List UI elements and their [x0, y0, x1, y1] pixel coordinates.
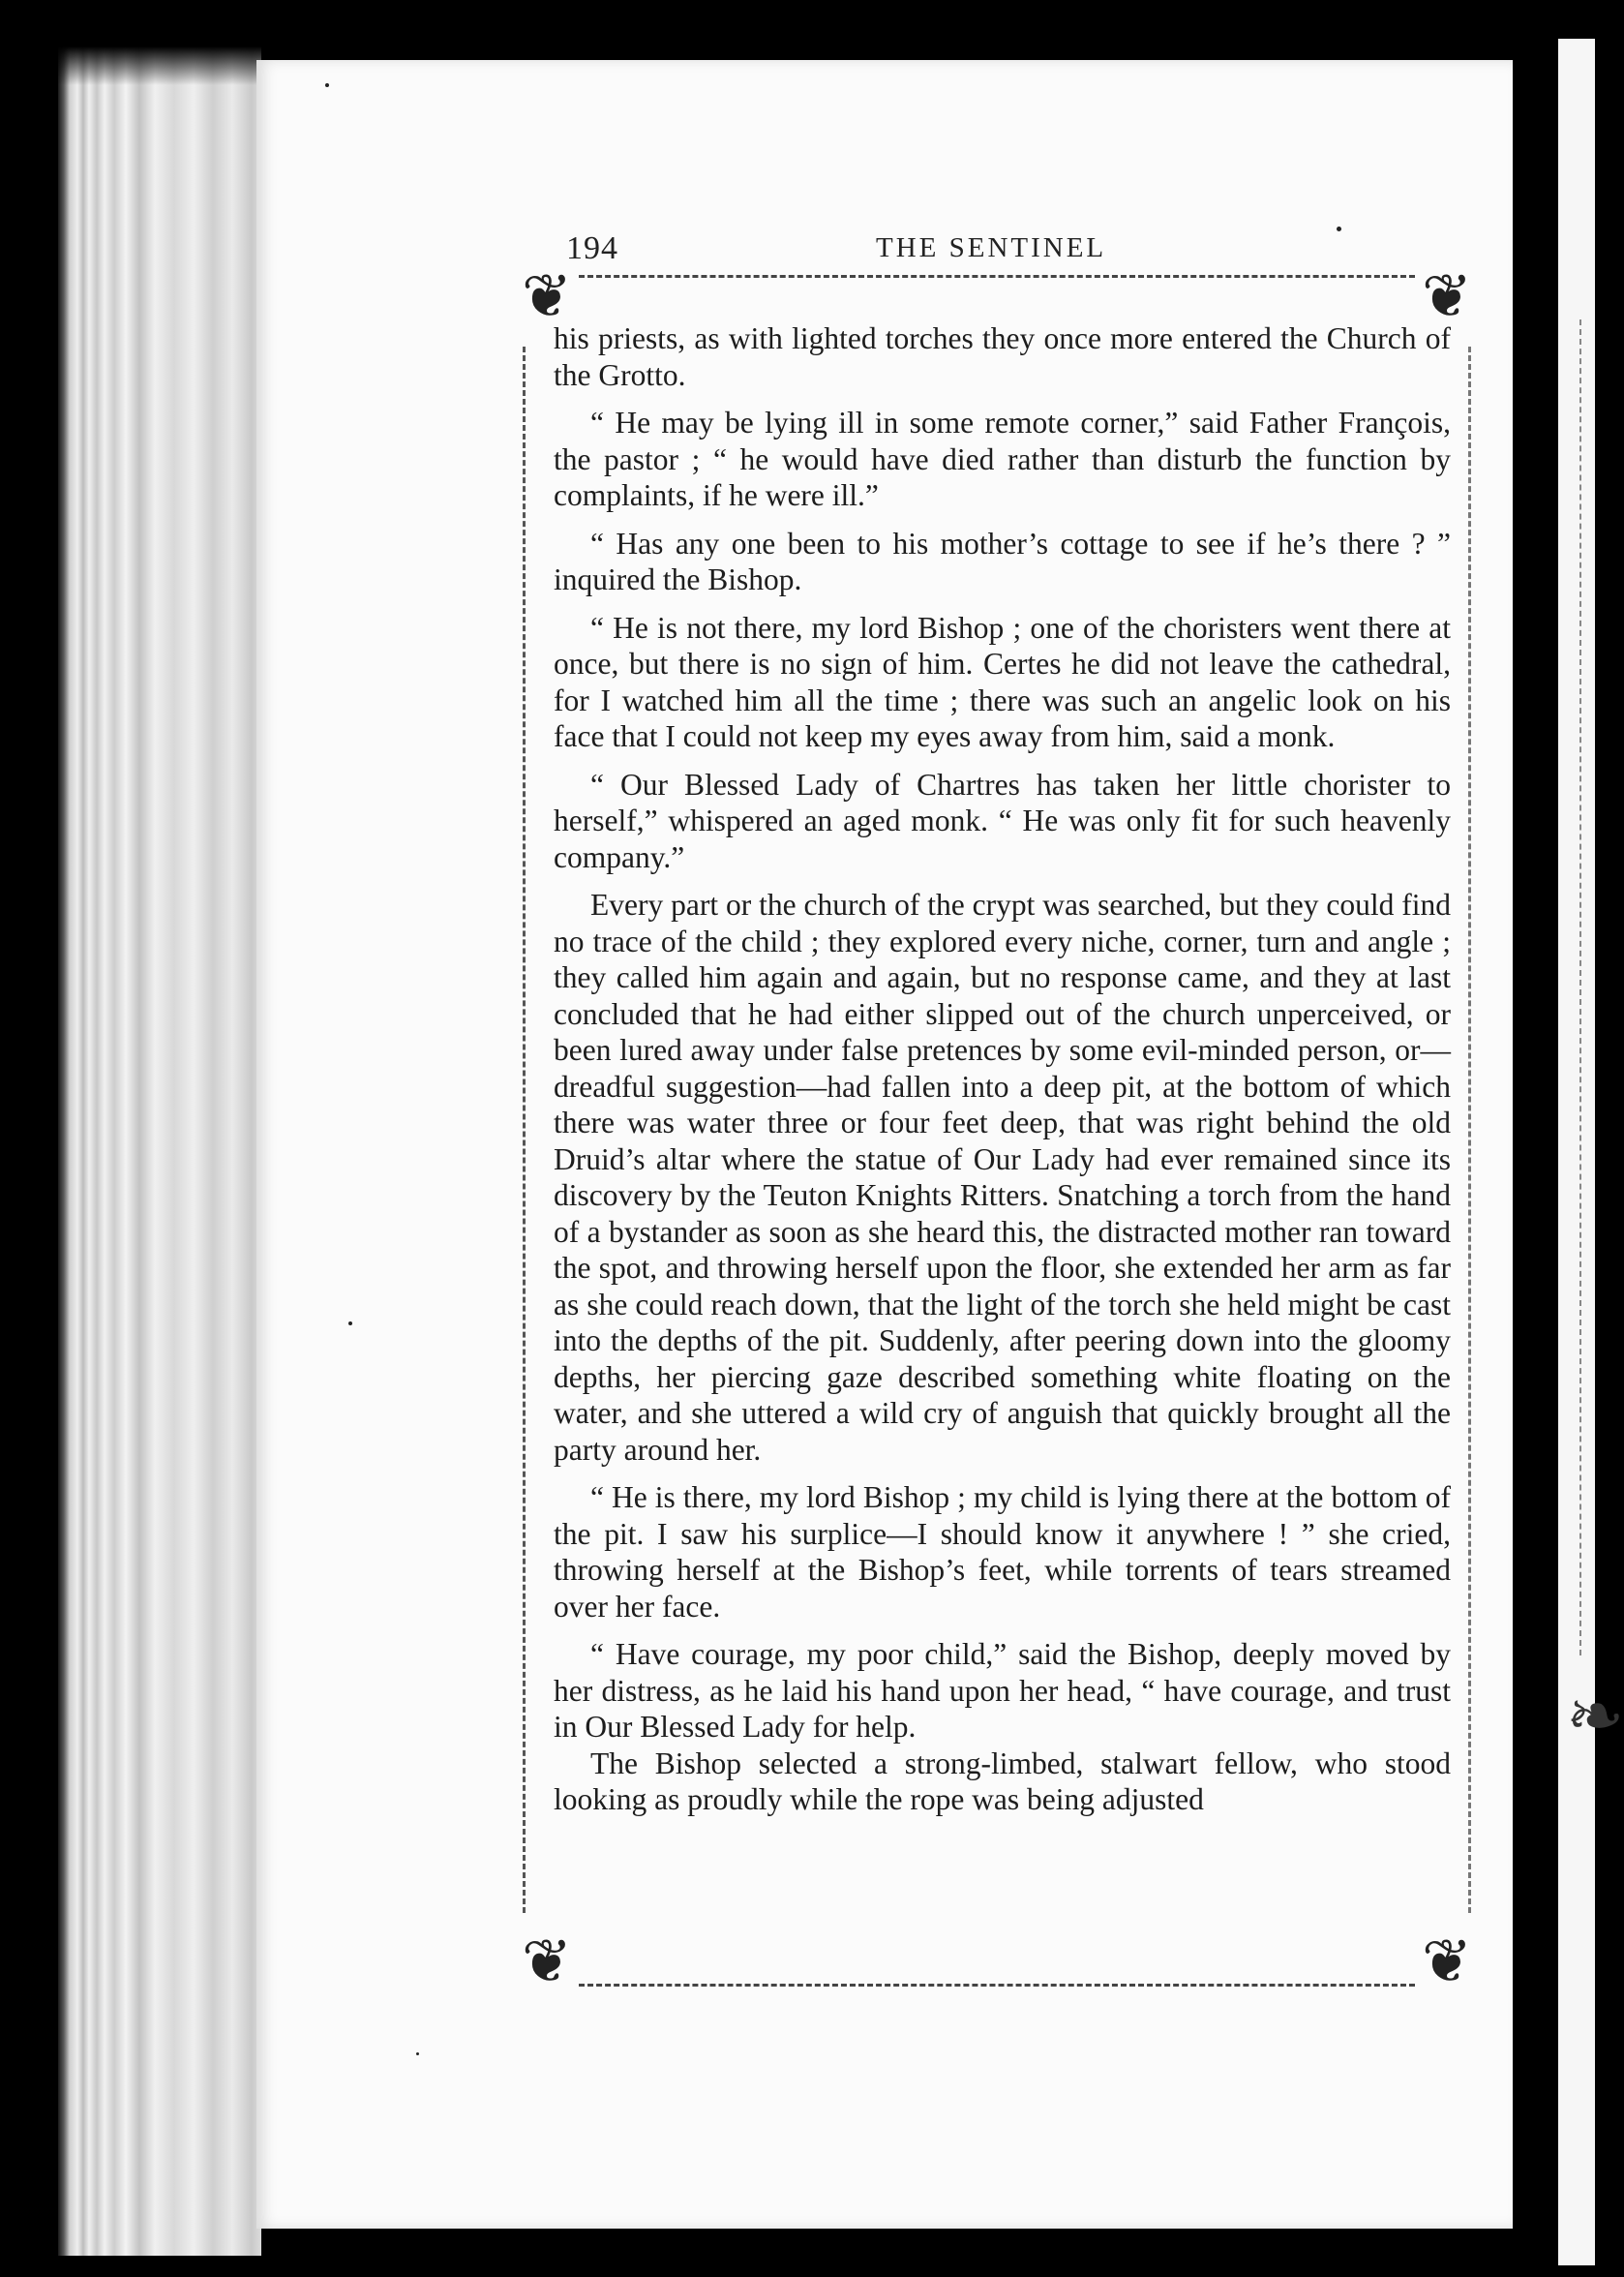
- book-page-edges: [58, 46, 261, 2256]
- border-left-rule: [523, 347, 526, 1913]
- paragraph: “ He may be lying ill in some remote corner,” said Father François, the pastor ; “ he would have died rather than disturb the function by complaints, if he were ill.”: [554, 406, 1451, 512]
- page-number: 194: [566, 230, 618, 266]
- page-body: [554, 320, 1451, 1830]
- scan-speck: [1337, 227, 1341, 231]
- paragraph: Every part or the church of the crypt was searched, but they could find no trace of the child ; they explored every niche, corner, turn and angle ; they called him again and again, but no response came, and they at last concluded that he had either slipped out of the church unperceived, or been lured away under false pretences by some evil-minded person, or—dreadful suggestion—had fallen into a deep pit, at the bottom of which there was water three or four feet deep, that was right behind the old Druid’s altar where the statue of Our Lady had ever remained since its discovery by the Teuton Knights Ritters. Snatching a torch from the hand of a bystander as soon as she heard this, the distracted mother ran toward the spot, and throwing herself upon the floor, she extended her arm as far as she could reach down, that the light of the torch she held might be cast into the depths of the pit. Suddenly, after peering down into the gloomy depths, her piercing gaze described something white floating on the water, and she uttered a wild cry of anguish that quickly brought all the party around her.: [554, 888, 1451, 1467]
- fleuron-corner-icon: ❦: [522, 264, 572, 330]
- paragraph: his priests, as with lighted torches they once more entered the Church of the Grotto.: [554, 321, 1451, 392]
- scan-speck: [348, 1321, 352, 1325]
- swirl-ornament-icon: ❧: [1566, 1678, 1624, 1755]
- next-page-border: [1579, 319, 1581, 1655]
- scan-speck: [416, 2052, 419, 2055]
- fleuron-corner-icon: ❦: [522, 1929, 572, 1995]
- border-right-rule: [1468, 347, 1471, 1913]
- paragraph: “ Our Blessed Lady of Chartres has taken her little chorister to herself,” whispered an aged monk. “ He was only fit for such heavenly company.”: [554, 767, 1451, 874]
- paragraph: “ He is not there, my lord Bishop ; one of the choristers went there at once, but there is no sign of him. Certes he did not leave the cathedral, for I watched him all the time ; there was such an angelic look on his face that I could not keep my eyes away from him, said a monk.: [554, 610, 1451, 753]
- next-page-edge: [1558, 39, 1624, 2265]
- paragraph: The Bishop selected a strong-limbed, stalwart fellow, who stood looking as proudly while the rope was being adjusted: [554, 1746, 1451, 1816]
- fleuron-corner-icon: ❦: [1422, 264, 1472, 330]
- scan-speck: [325, 83, 329, 87]
- paragraph: “ Has any one been to his mother’s cottage to see if he’s there ? ” inquired the Bishop.: [554, 526, 1451, 596]
- running-title: THE SENTINEL: [876, 232, 1107, 263]
- paragraph: “ He is there, my lord Bishop ; my child is lying there at the bottom of the pit. I saw his surplice—I should know it anywhere ! ” she cried, throwing herself at the Bishop’s feet, while torrents of tears streamed over her face.: [554, 1480, 1451, 1624]
- paragraph: “ Have courage, my poor child,” said the Bishop, deeply moved by her distress, as he laid his hand upon her head, “ have courage, and trust in Our Blessed Lady for help.: [554, 1637, 1451, 1744]
- border-bottom-rule: [579, 1984, 1415, 1987]
- border-top-rule: [579, 275, 1415, 278]
- fleuron-corner-icon: ❦: [1422, 1929, 1472, 1995]
